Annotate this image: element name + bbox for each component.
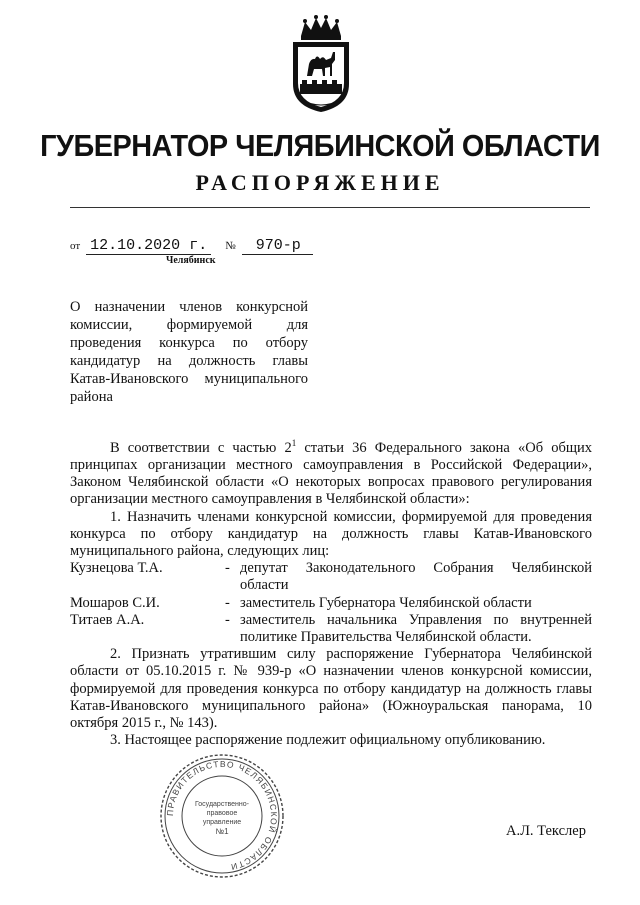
member-name: Кузнецова Т.А. (70, 560, 163, 577)
date-number-line (70, 238, 313, 255)
number-prefix: № (225, 240, 236, 252)
member-name: Мошаров С.И. (70, 594, 160, 611)
member-dash: - (225, 611, 230, 628)
members-list (70, 560, 592, 646)
document-number: 970-р (242, 238, 313, 255)
intro-paragraph (70, 435, 592, 509)
document-subject: О назначении членов конкурсной комиссии, формируемой для проведения конкурса по отбору кандидатур на должность главы Катав-Ивановского муниципального района (70, 299, 308, 405)
member-position: заместитель начальника Управления по внутренней политике Правительства Челябинской области. (240, 611, 592, 646)
coat-of-arms-emblem (287, 14, 355, 114)
item-3-paragraph: 3. Настоящее распоряжение подлежит официальному опубликованию. (110, 732, 546, 749)
document-date: 12.10.2020 г. (86, 238, 211, 255)
stamp-ring-text: ПРАВИТЕЛЬСТВО ЧЕЛЯБИНСКОЙ ОБЛАСТИ (164, 758, 280, 873)
intro-text-part2: статьи 36 Федерального закона «Об общих принципах организации местного самоуправления в Российской Федерации», Законом Челябинской области «О некоторых вопросах правового регулирования организации местного самоуправления в Челябинской области»: (70, 439, 592, 508)
stamp-center-line: правовое (206, 810, 238, 817)
member-row (70, 560, 592, 594)
stamp-center-line: №1 (215, 827, 229, 836)
header-divider (70, 207, 590, 208)
member-position: депутат Законодательного Собрания Челябинской области (240, 560, 592, 594)
member-name: Титаев А.А. (70, 611, 145, 628)
intro-text-part1: В соответствии с частью 2 (110, 439, 292, 456)
member-dash: - (225, 560, 230, 577)
signer-name: А.Л. Текслер (506, 823, 586, 839)
stamp-center-line: управление (202, 819, 242, 826)
issuer-title: ГУБЕРНАТОР ЧЕЛЯБИНСКОЙ ОБЛАСТИ (40, 128, 600, 163)
member-row (70, 612, 592, 646)
item-1-paragraph: 1. Назначить членами конкурсной комиссии, формируемой для проведения конкурса по отбору кандидатур на должность главы Катав-Ивановского муниципального района, следующих лиц: (70, 508, 592, 560)
date-prefix: от (70, 240, 81, 252)
official-stamp (158, 752, 286, 880)
member-position: заместитель Губернатора Челябинской области (240, 594, 532, 611)
stamp-center-line: Государственно- (194, 801, 250, 808)
member-row (70, 595, 592, 612)
intro-superscript: 1 (291, 438, 297, 448)
item-2-paragraph: 2. Признать утратившим силу распоряжение Губернатора Челябинской области от 05.10.2015 г. № 939-р «О назначении членов конкурсной комиссии, формируемой для проведения конкурса по отбору кандидатур на должность главы Катав-Ивановского муниципального района» (Южноуральская панорама, 10 октября 2015 г., № 143). (70, 646, 592, 732)
document-body (70, 435, 592, 749)
issue-city: Челябинск (166, 255, 216, 266)
document-type-title: РАСПОРЯЖЕНИЕ (195, 170, 445, 195)
member-dash: - (225, 594, 230, 611)
